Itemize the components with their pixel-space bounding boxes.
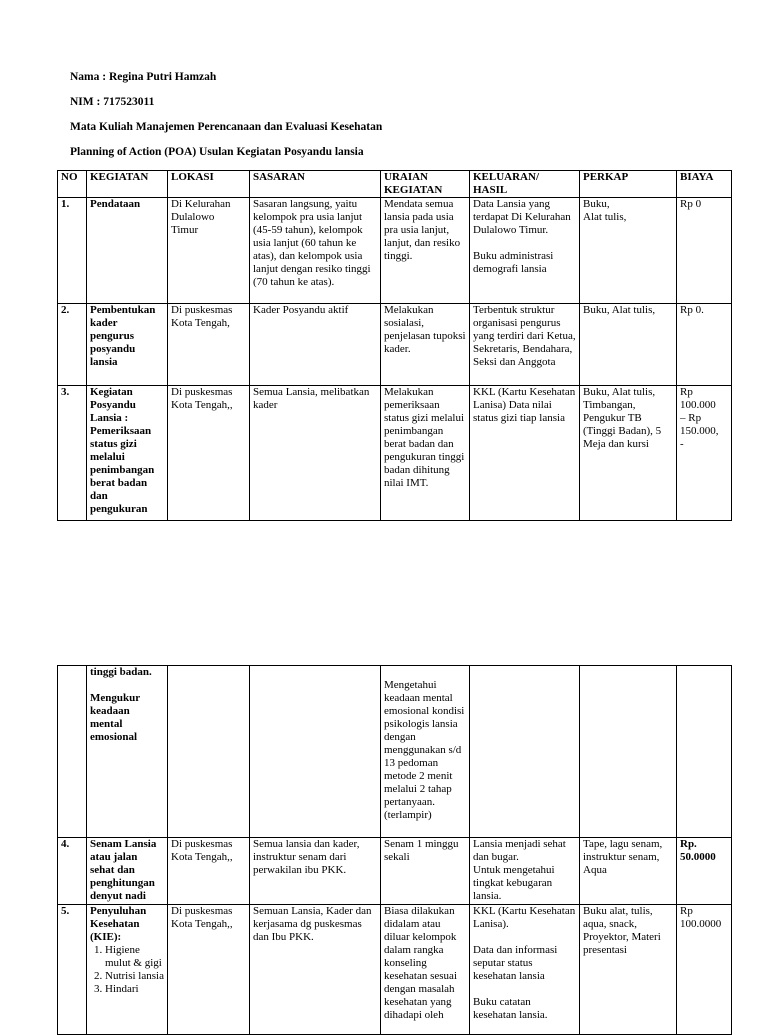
column-header-lokasi: LOKASI — [168, 171, 250, 198]
row-lokasi: Di puskesmas Kota Tengah,, — [168, 838, 250, 905]
row-keluaran: Lansia menjadi sehat dan bugar. Untuk mengetahui tingkat kebugaran lansia. — [470, 838, 580, 905]
row-no: 2. — [58, 304, 87, 386]
table-row — [58, 198, 732, 304]
row-uraian: Melakukan sosialasi, penjelasan tupoksi kader. — [381, 304, 470, 386]
row-sasaran: Semua Lansia, melibatkan kader — [250, 386, 381, 521]
row-kegiatan: Senam Lansia atau jalan sehat dan penghitungan denyut nadi — [87, 838, 168, 905]
document-page-2 — [0, 660, 768, 1024]
keluaran-text: KKL (Kartu Kesehatan Lanisa). — [473, 905, 576, 930]
row-uraian — [381, 666, 470, 838]
row-perkap: Buku, Alat tulis, Timbangan, Pengukur TB (Tinggi Badan), 5 Meja dan kursi — [580, 386, 677, 521]
row-biaya: Rp 0. — [677, 304, 732, 386]
row-sasaran — [250, 666, 381, 838]
row-kegiatan: Kegiatan Posyandu Lansia : Pemeriksaan status gizi melalui penimbangan berat badan dan pengukuran — [87, 386, 168, 521]
row-uraian: Mendata semua lansia pada usia pra usia lanjut, lanjut, dan resiko tinggi. — [381, 198, 470, 304]
row-sasaran: Sasaran langsung, yaitu kelompok pra usia lanjut (45-59 tahun), kelompok usia lanjut (60 tahun ke atas), dan kelompok usia lanjut dengan resiko tinggi (70 tahun ke atas). — [250, 198, 381, 304]
row-perkap: Buku, Alat tulis, — [580, 198, 677, 304]
keluaran-text-3: Buku catatan kesehatan lansia. — [473, 996, 548, 1021]
list-item: 2. Nutrisi lansia — [105, 970, 164, 983]
column-header-no: NO — [58, 171, 87, 198]
table-row — [58, 666, 732, 838]
row-keluaran: KKL (Kartu Kesehatan Lanisa) Data nilai status gizi tiap lansia — [470, 386, 580, 521]
table-row — [58, 838, 732, 905]
kegiatan-mental: Mengukur keadaan mental emosional — [90, 692, 140, 743]
row-no: 3. — [58, 386, 87, 521]
row-perkap: Buku alat, tulis, aqua, snack, Proyektor, Materi presentasi — [580, 905, 677, 1035]
row-kegiatan — [87, 666, 168, 838]
column-header-kegiatan: KEGIATAN — [87, 171, 168, 198]
list-item: 3. Hindari — [105, 983, 164, 996]
row-lokasi: Di puskesmas Kota Tengah, — [168, 304, 250, 386]
row-sasaran: Kader Posyandu aktif — [250, 304, 381, 386]
poa-table-continued — [57, 665, 732, 1035]
student-nim: NIM : 717523011 — [70, 96, 155, 108]
row-perkap: Tape, lagu senam, instruktur senam, Aqua — [580, 838, 677, 905]
row-biaya — [677, 666, 732, 838]
uraian-mental: Mengetahui keadaan mental emosional kondisi psikologis lansia dengan menggunakan s/d 13 pedoman metode 2 menit melalui 2 tahap pertanyaan. (terlampir) — [384, 679, 465, 821]
kegiatan-continued: tinggi badan. — [90, 666, 152, 678]
kegiatan-kie: Penyuluhan Kesehatan (KIE): — [90, 905, 147, 943]
row-lokasi: Di puskesmas Kota Tengah,, — [168, 905, 250, 1035]
row-biaya: Rp 100.0000 — [677, 905, 732, 1035]
row-uraian: Melakukan pemeriksaan status gizi melalui penimbangan berat badan dan pengukuran tinggi badan dihitung nilai IMT. — [381, 386, 470, 521]
row-uraian: Senam 1 minggu sekali — [381, 838, 470, 905]
row-no — [58, 666, 87, 838]
keluaran-text-2: Data dan informasi seputar status kesehatan lansia — [473, 944, 558, 982]
row-keluaran — [470, 198, 580, 304]
row-no: 4. — [58, 838, 87, 905]
row-kegiatan — [87, 905, 168, 1035]
row-sasaran: Semua lansia dan kader, instruktur senam dari perwakilan ibu PKK. — [250, 838, 381, 905]
keluaran-text-2: Buku administrasi demografi lansia — [473, 250, 554, 275]
student-name: Nama : Regina Putri Hamzah — [70, 71, 217, 83]
row-lokasi — [168, 666, 250, 838]
row-lokasi: Di Kelurahan Dulalowo Timur — [168, 198, 250, 304]
row-keluaran — [470, 905, 580, 1035]
row-kegiatan: Pembentukan kader pengurus posyandu lansia — [87, 304, 168, 386]
table-row — [58, 905, 732, 1035]
table-row — [58, 386, 732, 521]
document-title: Planning of Action (POA) Usulan Kegiatan Posyandu lansia — [70, 146, 364, 158]
list-item: 1. Higiene mulut & gigi — [105, 944, 164, 970]
row-kegiatan: Pendataan — [87, 198, 168, 304]
course-name: Mata Kuliah Manajemen Perencanaan dan Evaluasi Kesehatan — [70, 121, 383, 133]
poa-table — [57, 170, 732, 521]
row-keluaran — [470, 666, 580, 838]
row-keluaran: Terbentuk struktur organisasi pengurus yang terdiri dari Ketua, Sekretaris, Bendahara, Seksi dan Anggota — [470, 304, 580, 386]
row-no: 1. — [58, 198, 87, 304]
table-row — [58, 304, 732, 386]
column-header-uraian: URAIAN KEGIATAN — [381, 171, 470, 198]
column-header-sasaran: SASARAN — [250, 171, 381, 198]
column-header-biaya: BIAYA — [677, 171, 732, 198]
column-header-perkap: PERKAP — [580, 171, 677, 198]
keluaran-text: Data Lansia yang terdapat Di Kelurahan Dulalowo Timur. — [473, 198, 571, 236]
row-perkap — [580, 666, 677, 838]
table-header-row — [58, 171, 732, 198]
row-lokasi: Di puskesmas Kota Tengah,, — [168, 386, 250, 521]
column-header-keluaran: KELUARAN/ HASIL — [470, 171, 580, 198]
row-biaya: Rp 100.000 – Rp 150.000, - — [677, 386, 732, 521]
row-perkap: Buku, Alat tulis, — [580, 304, 677, 386]
row-biaya: Rp. 50.0000 — [677, 838, 732, 905]
row-uraian: Biasa dilakukan didalam atau diluar kelompok dalam rangka konseling kesehatan sesuai dengan masalah kesehatan yang dihadapi oleh — [381, 905, 470, 1035]
row-sasaran: Semuan Lansia, Kader dan kerjasama dg puskesmas dan Ibu PKK. — [250, 905, 381, 1035]
kie-topic-list — [90, 944, 164, 996]
row-biaya: Rp 0 — [677, 198, 732, 304]
row-no: 5. — [58, 905, 87, 1035]
